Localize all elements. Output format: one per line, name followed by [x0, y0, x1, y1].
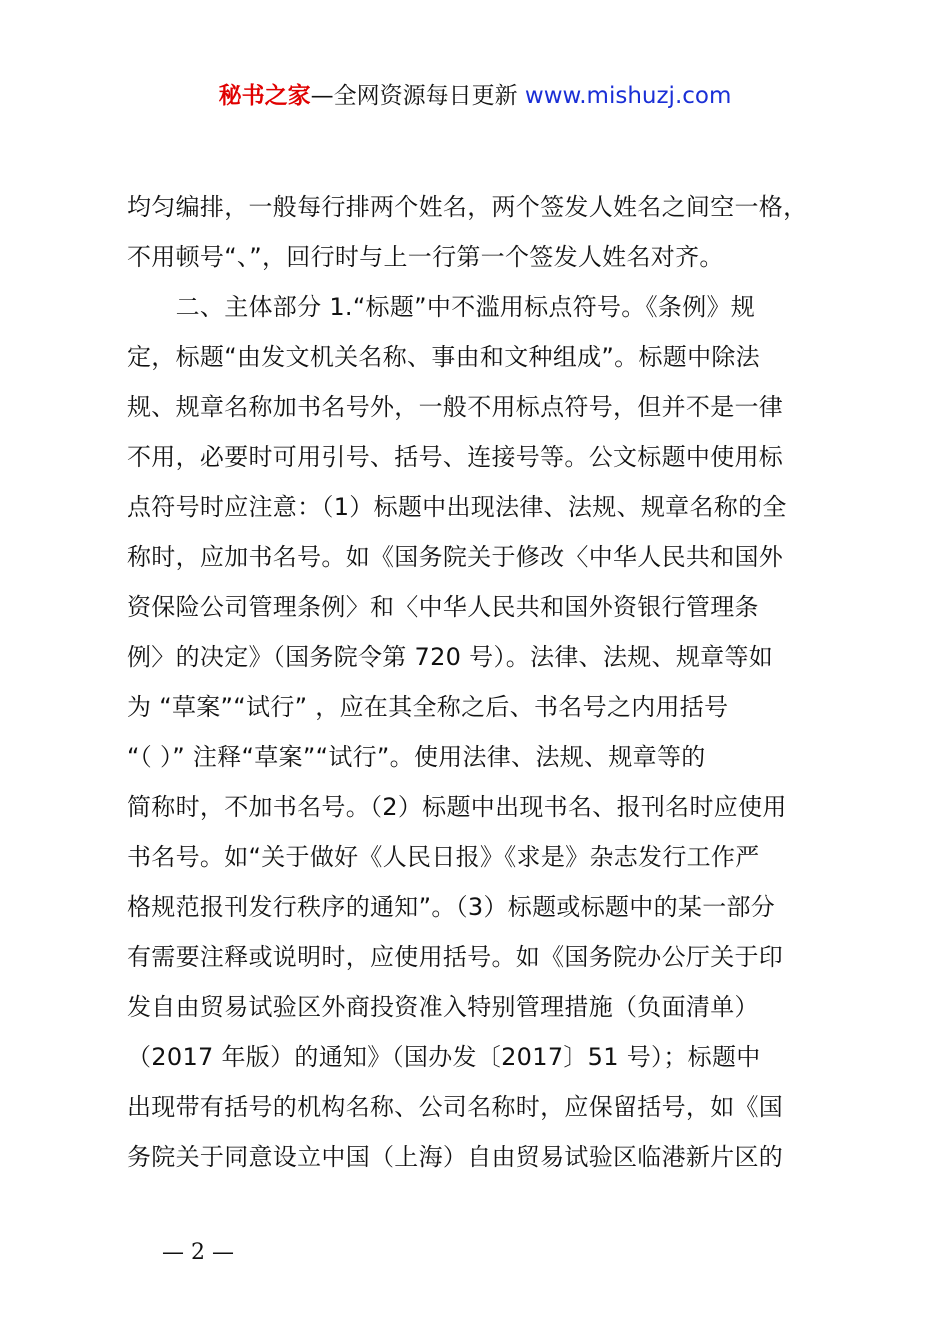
text-line: 不用，必要时可用引号、括号、连接号等。公文标题中使用标: [127, 443, 784, 471]
site-url-link[interactable]: www.mishuzj.com: [524, 83, 732, 109]
text-line: 点符号时应注意：（1）标题中出现法律、法规、规章名称的全: [127, 493, 787, 521]
text-line: 规、规章名称加书名号外，一般不用标点符号，但并不是一律: [127, 393, 784, 421]
text-line: 定，标题“由发文机关名称、事由和文种组成”。标题中除法: [127, 343, 760, 371]
text-line: 格规范报刊发行秩序的通知”。（3）标题或标题中的某一部分: [127, 893, 776, 921]
page-number: — 2 —: [162, 1240, 234, 1265]
text-line: 出现带有括号的机构名称、公司名称时，应保留括号，如《国: [127, 1093, 784, 1121]
text-line: 发自由贸易试验区外商投资准入特别管理措施（负面清单）: [127, 993, 759, 1021]
text-line: 有需要注释或说明时，应使用括号。如《国务院办公厅关于印: [127, 943, 784, 971]
text-line: 资保险公司管理条例〉和〈中华人民共和国外资银行管理条: [127, 593, 759, 621]
text-line: “（ ）” 注释“草案”“试行”。使用法律、法规、规章等的: [127, 743, 706, 771]
brand-name: 秘书之家: [218, 83, 311, 109]
document-body: [127, 182, 847, 1182]
text-line: （2017 年版）的通知》（国办发〔2017〕51 号）；标题中: [127, 1043, 761, 1071]
text-line: 二、主体部分 1.“标题”中不滥用标点符号。《条例》规: [127, 293, 756, 321]
text-line: 书名号。如“关于做好《人民日报》《求是》杂志发行工作严: [127, 843, 760, 871]
text-line: 均匀编排，一般每行排两个姓名，两个签发人姓名之间空一格，: [127, 193, 808, 221]
site-header: [0, 80, 950, 112]
header-tagline: —全网资源每日更新: [310, 83, 525, 109]
text-line: 称时，应加书名号。如《国务院关于修改〈中华人民共和国外: [127, 543, 784, 571]
text-line: 为 “草案”“试行” ，应在其全称之后、书名号之内用括号: [127, 693, 729, 721]
text-line: 简称时，不加书名号。（2）标题中出现书名、报刊名时应使用: [127, 793, 787, 821]
text-line: 例〉的决定》（国务院令第 720 号）。法律、法规、规章等如: [127, 643, 774, 671]
text-line: 不用顿号“、”，回行时与上一行第一个签发人姓名对齐。: [127, 243, 724, 271]
text-line: 务院关于同意设立中国（上海）自由贸易试验区临港新片区的: [127, 1143, 784, 1171]
